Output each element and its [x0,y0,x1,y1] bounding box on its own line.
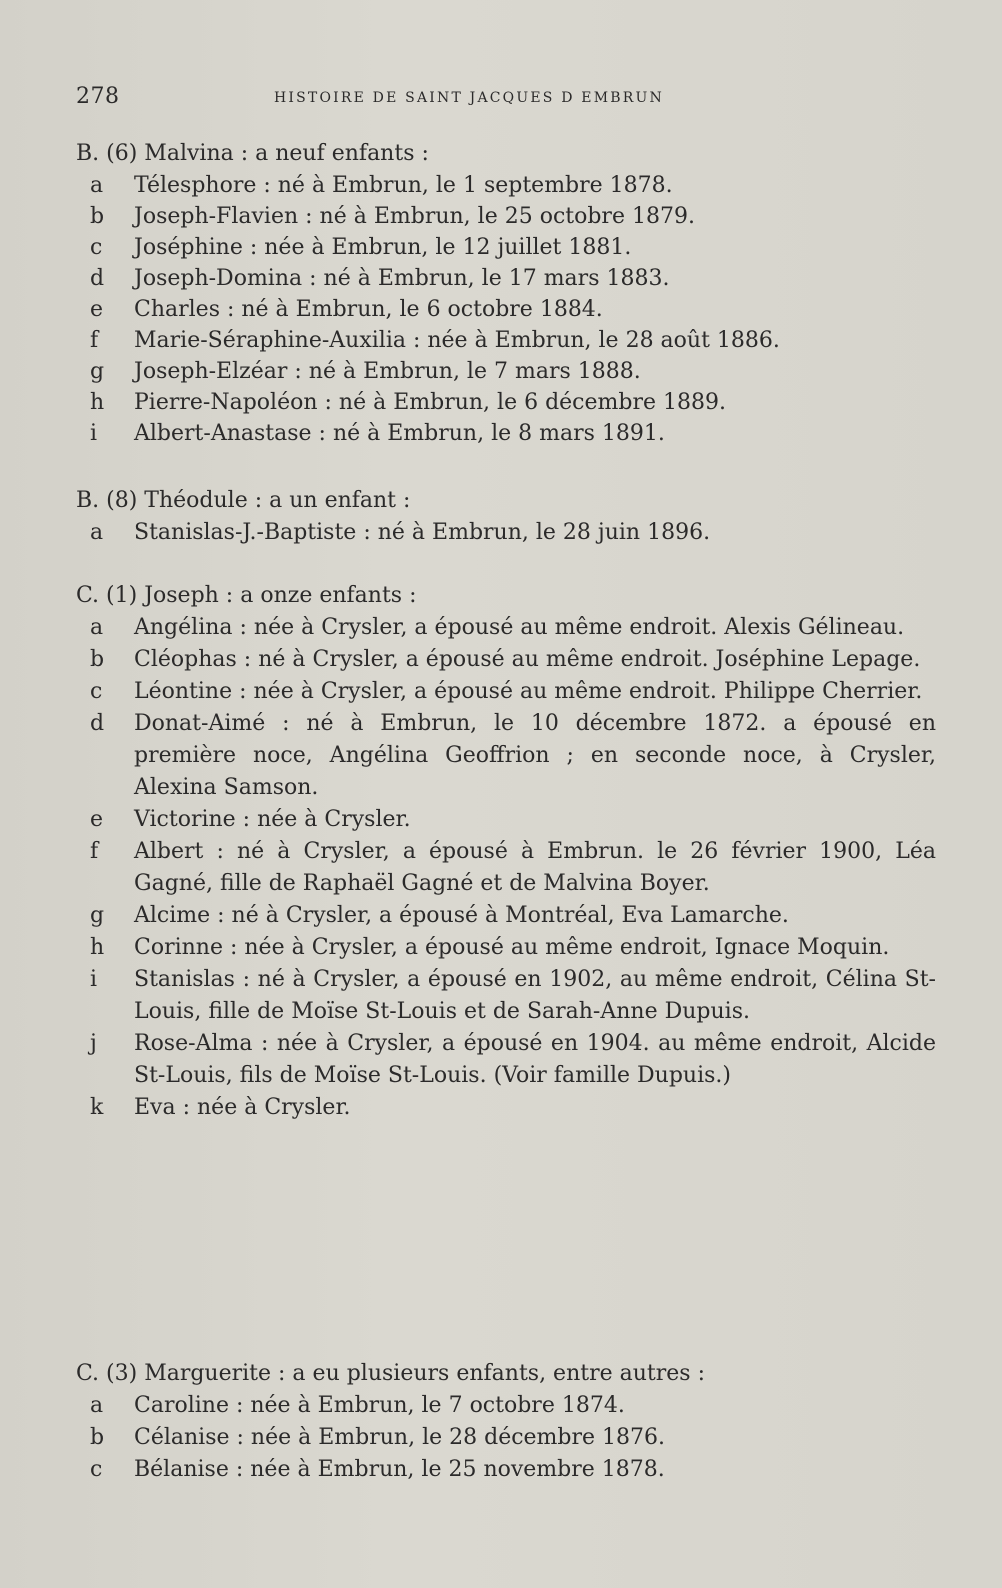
entry-letter: c [90,235,103,260]
entry-text: Stanislas-J.-Baptiste : né à Embrun, le 28 juin 1896. [134,520,711,545]
entry-text: Stanislas : né à Crysler, a épousé en 1902, au même endroit, Célina St-Louis, fille de Moïse St-Louis et de Sarah-Anne Dupuis. [134,967,936,1024]
entry-text: Eva : née à Crysler. [134,1095,351,1120]
entry-letter: e [90,807,104,832]
entry-text: Joseph-Domina : né à Embrun, le 17 mars 1883. [134,266,670,291]
entry-text: Pierre-Napoléon : né à Embrun, le 6 décembre 1889. [134,390,726,415]
entry-text: Cléophas : né à Crysler, a épousé au même endroit. Joséphine Lepage. [134,647,921,672]
section-b8-theodule [76,485,936,549]
entry-text: Rose-Alma : née à Crysler, a épousé en 1904. au même endroit, Alcide St-Louis, fils de Moïse St-Louis. (Voir famille Dupuis.) [134,1031,936,1088]
list-item [76,836,936,900]
entry-letter: k [90,1095,104,1120]
entry-text: Charles : né à Embrun, le 6 octobre 1884. [134,297,603,322]
entry-letter: d [90,266,105,291]
list-item [76,1454,936,1486]
entry-letter: b [90,1425,105,1450]
entry-text: Célanise : née à Embrun, le 28 décembre 1876. [134,1425,666,1450]
entry-letter: g [90,359,105,384]
entry-text: Joseph-Elzéar : né à Embrun, le 7 mars 1888. [134,359,641,384]
list-item [76,964,936,1028]
list-item [76,387,936,418]
entry-text: Angélina : née à Crysler, a épousé au même endroit. Alexis Gélineau. [134,615,905,640]
list-item [76,932,936,964]
entry-letter: i [90,421,98,446]
entry-text: Albert-Anastase : né à Embrun, le 8 mars 1891. [134,421,665,446]
entry-text: Alcime : né à Crysler, a épousé à Montréal, Eva Lamarche. [134,903,789,928]
section-c3-marguerite [76,1358,936,1486]
entry-text: Télesphore : né à Embrun, le 1 septembre 1878. [134,173,673,198]
entry-text: Victorine : née à Crysler. [134,807,411,832]
entry-letter: g [90,903,105,928]
entry-letter: c [90,679,103,704]
entry-letter: a [90,520,104,545]
section-c1-joseph [76,580,936,1124]
entry-letter: a [90,173,104,198]
entry-text: Joseph-Flavien : né à Embrun, le 25 octobre 1879. [134,204,695,229]
list-item [76,263,936,294]
entry-letter: h [90,935,105,960]
list-item [76,232,936,263]
entry-letter: f [90,328,99,353]
list-item [76,294,936,325]
list-item [76,644,936,676]
entry-letter: a [90,615,104,640]
entry-letter: c [90,1457,103,1482]
entry-letter: a [90,1393,104,1418]
entry-text: Bélanise : née à Embrun, le 25 novembre 1878. [134,1457,665,1482]
entry-text: Albert : né à Crysler, a épousé à Embrun. le 26 février 1900, Léa Gagné, fille de Raphaël Gagné et de Malvina Boyer. [134,839,936,896]
list-item [76,1390,936,1422]
page-number: 278 [76,84,120,109]
section-heading: C. (1) Joseph : a onze enfants : [76,583,417,608]
section-b6-malvina [76,138,936,449]
entry-letter: f [90,839,99,864]
entry-letter: b [90,204,105,229]
entry-text: Léontine : née à Crysler, a épousé au même endroit. Philippe Cherrier. [134,679,923,704]
list-item [76,517,936,549]
list-item [76,612,936,644]
list-item [76,676,936,708]
list-item [76,1028,936,1092]
list-item [76,804,936,836]
list-item [76,356,936,387]
running-title: HISTOIRE DE SAINT JACQUES D EMBRUN [274,90,664,106]
list-item [76,1422,936,1454]
entry-text: Corinne : née à Crysler, a épousé au même endroit, Ignace Moquin. [134,935,890,960]
entry-letter: b [90,647,105,672]
entry-letter: h [90,390,105,415]
entry-letter: j [90,1031,97,1056]
list-item [76,418,936,449]
section-heading: C. (3) Marguerite : a eu plusieurs enfants, entre autres : [76,1361,705,1386]
section-heading: B. (6) Malvina : a neuf enfants : [76,141,429,166]
list-item [76,325,936,356]
entry-text: Donat-Aimé : né à Embrun, le 10 décembre 1872. a épousé en première noce, Angélina Geoffrion ; en seconde noce, à Crysler, Alexina Samson. [134,711,936,800]
list-item [76,900,936,932]
entry-letter: i [90,967,98,992]
section-heading: B. (8) Théodule : a un enfant : [76,488,411,513]
page-header [76,84,756,114]
entry-text: Marie-Séraphine-Auxilia : née à Embrun, le 28 août 1886. [134,328,780,353]
list-item [76,170,936,201]
entry-text: Caroline : née à Embrun, le 7 octobre 1874. [134,1393,625,1418]
list-item [76,1092,936,1124]
entry-text: Joséphine : née à Embrun, le 12 juillet 1881. [134,235,632,260]
entry-letter: d [90,711,105,736]
list-item [76,708,936,804]
entry-letter: e [90,297,104,322]
list-item [76,201,936,232]
